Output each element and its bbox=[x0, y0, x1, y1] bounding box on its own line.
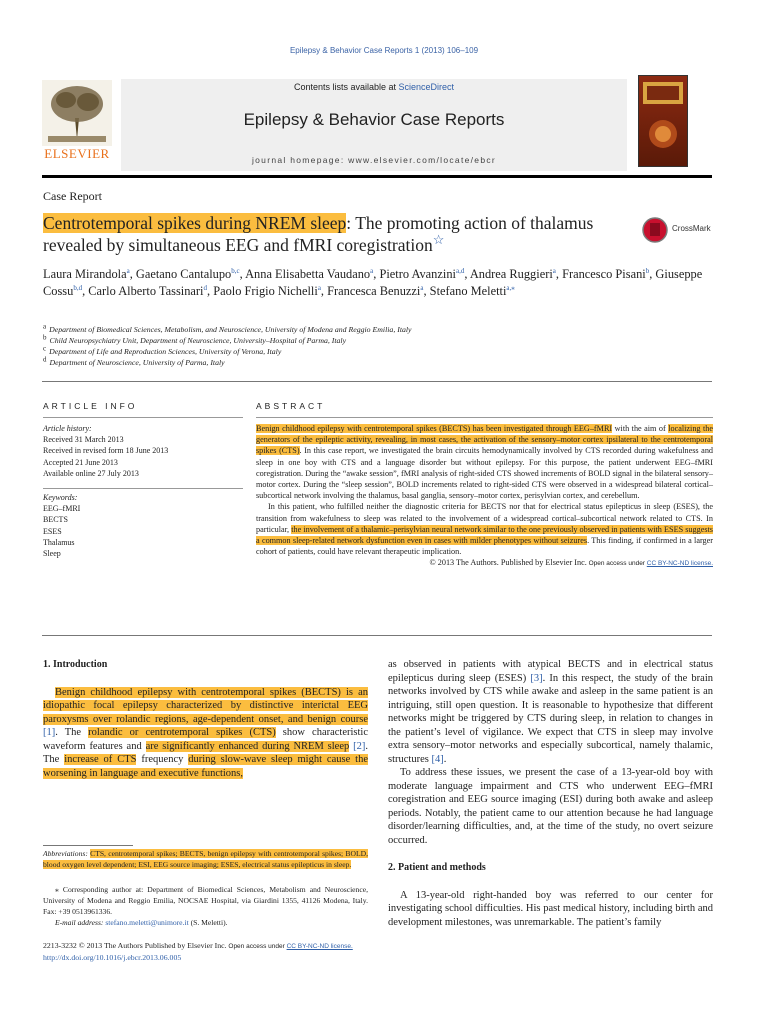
issn-text: 2213-3232 © 2013 The Authors Published by Elsevier Inc. bbox=[43, 941, 227, 950]
author-separator: , bbox=[82, 284, 89, 298]
abstract-heading: ABSTRACT bbox=[256, 401, 326, 411]
separator-rule bbox=[42, 635, 712, 636]
author-affiliation-mark[interactable]: a bbox=[317, 283, 321, 292]
keyword: Thalamus bbox=[43, 537, 75, 547]
author[interactable]: Stefano Meletti bbox=[429, 284, 507, 298]
info-rule bbox=[43, 488, 243, 489]
intro-text: show characteristic waveform features and bbox=[43, 727, 368, 752]
history-item: Received 31 March 2013 bbox=[43, 435, 124, 445]
author[interactable]: Laura Mirandola bbox=[43, 267, 127, 281]
license-link[interactable]: CC BY-NC-ND license. bbox=[646, 560, 713, 568]
publisher-name: ELSEVIER bbox=[44, 146, 110, 161]
abstract-paragraph bbox=[256, 501, 713, 557]
keyword: EEG–fMRI bbox=[43, 504, 81, 514]
page-footer bbox=[43, 940, 503, 963]
keywords bbox=[43, 492, 243, 559]
affiliation bbox=[43, 324, 723, 335]
doi-link[interactable]: http://dx.doi.org/10.1016/j.ebcr.2013.06.005 bbox=[43, 953, 182, 962]
journal-cover-icon bbox=[639, 76, 687, 166]
separator-rule bbox=[42, 381, 712, 382]
body-paragraph bbox=[388, 658, 713, 766]
affiliation-key: d bbox=[43, 355, 47, 364]
abstract-text: . This finding, if confirmed in a larger cohort of patients, could have relevant therapeutic implication. bbox=[256, 536, 713, 557]
affiliation bbox=[43, 346, 723, 357]
intro-highlight: are significantly enhanced during NREM sleep bbox=[145, 740, 350, 752]
body-paragraph: A 13-year-old right-handed boy was referred to our center for investigating school difficulties. His past medical history, including birth and development milestones, was unremarkable. The patient’s family bbox=[388, 889, 713, 928]
author[interactable]: Gaetano Cantalupo bbox=[135, 267, 232, 281]
article-title bbox=[43, 212, 613, 256]
body-text: as observed in patients with atypical BECTS and in electrical status epilepticus during sleep (ESES) bbox=[388, 659, 713, 684]
author[interactable]: Giuseppe Cossu bbox=[43, 267, 703, 298]
abstract-text: with the aim of bbox=[612, 424, 669, 433]
crossmark-badge[interactable] bbox=[642, 216, 714, 244]
author[interactable]: Anna Elisabetta Vaudano bbox=[245, 267, 371, 281]
intro-text: . The bbox=[43, 740, 369, 765]
intro-text: . The bbox=[55, 727, 89, 738]
sciencedirect-link[interactable]: ScienceDirect bbox=[398, 82, 455, 92]
affiliation-text: Department of Life and Reproduction Sciences, University of Verona, Italy bbox=[49, 347, 282, 356]
intro-paragraph bbox=[43, 686, 368, 781]
author-affiliation-mark[interactable]: a bbox=[420, 283, 424, 292]
article-info-heading: ARTICLE INFO bbox=[43, 401, 138, 411]
affiliation-key: c bbox=[43, 344, 47, 353]
journal-cover-thumbnail[interactable] bbox=[638, 75, 688, 167]
abbreviations-footnote bbox=[43, 848, 368, 870]
open-access-text: Open access under bbox=[226, 943, 287, 950]
intro-highlight: increase of CTS bbox=[64, 754, 137, 765]
author-affiliation-mark[interactable]: a,⁎ bbox=[506, 283, 515, 292]
running-head[interactable]: Epilepsy & Behavior Case Reports 1 (2013) 106–109 bbox=[289, 46, 479, 55]
email-link[interactable]: stefano.meletti@unimore.it bbox=[105, 918, 189, 927]
abbreviations-label: Abbreviations: bbox=[43, 849, 91, 858]
author-affiliation-mark[interactable]: a,d bbox=[455, 266, 465, 275]
right-column bbox=[388, 658, 713, 929]
journal-title: Epilepsy & Behavior Case Reports bbox=[243, 110, 505, 129]
author-separator: , bbox=[320, 284, 328, 298]
affiliation-text: Child Neuropsychiatry Unit, Department of Neuroscience, University–Hospital of Parma, Italy bbox=[49, 336, 347, 345]
author-affiliation-mark[interactable]: a bbox=[126, 266, 130, 275]
abstract-highlight: Benign childhood epilepsy with centrotemporal spikes (BECTS) has been investigated through EEG–fMRI bbox=[256, 424, 613, 433]
history-label: Article history: bbox=[43, 424, 92, 433]
history-item: Received in revised form 18 June 2013 bbox=[43, 446, 169, 456]
author-separator: , bbox=[129, 267, 136, 281]
abstract-text: In this patient, who fulfilled neither the diagnostic criteria for BECTS nor that for electrical status epilepticus in sleep (ESES), the transition from wakefulness to sleep was related to the involvement of a widespread cortical–subcortical network related to CTS. In particular, bbox=[256, 502, 713, 534]
keyword: ESES bbox=[43, 526, 62, 536]
author-affiliation-mark[interactable]: b bbox=[645, 266, 650, 275]
contents-prefix: Contents lists available at bbox=[293, 82, 399, 92]
author-separator: , bbox=[649, 267, 656, 281]
intro-text: frequency bbox=[136, 754, 189, 765]
copyright-text: © 2013 The Authors. Published by Elsevier Inc. bbox=[429, 558, 587, 568]
affiliation-text: Department of Neuroscience, University of Parma, Italy bbox=[49, 358, 225, 367]
keyword: Sleep bbox=[43, 549, 61, 559]
keywords-label: Keywords: bbox=[43, 493, 78, 502]
body-paragraph: To address these issues, we present the case of a 13-year-old boy with moderate language impairment and CTS who underwent EEG–fMRI coregistration and EEG source imaging (ESI) during both awake and asleep periods. Notably, the patient came to our attention because he had language disorder/learning difficulties, and, at the time of the study, no overt seizure occurred. bbox=[388, 767, 713, 846]
abstract-paragraph bbox=[256, 423, 713, 501]
title-footnote-star-icon[interactable]: ☆ bbox=[432, 232, 445, 248]
author-separator: , bbox=[206, 284, 214, 298]
author[interactable]: Andrea Ruggieri bbox=[469, 267, 553, 281]
affiliation bbox=[43, 335, 723, 346]
author-affiliation-mark[interactable]: a bbox=[552, 266, 556, 275]
intro-highlight: during slow-wave sleep might cause the worsening in language and executive functions, bbox=[43, 754, 368, 779]
corresponding-author-footnote bbox=[43, 884, 368, 928]
crossmark-icon bbox=[642, 217, 668, 243]
crossmark-label: CrossMark bbox=[672, 224, 711, 233]
left-column bbox=[43, 658, 368, 780]
author-affiliation-mark[interactable]: b,d bbox=[73, 283, 83, 292]
reference-link[interactable]: [1] bbox=[43, 727, 56, 738]
author[interactable]: Paolo Frigio Nichelli bbox=[213, 284, 318, 298]
license-link[interactable]: CC BY-NC-ND license. bbox=[286, 943, 353, 950]
title-highlighted: Centrotemporal spikes during NREM sleep bbox=[43, 213, 347, 233]
article-type: Case Report bbox=[43, 189, 102, 203]
section-heading-introduction: 1. Introduction bbox=[43, 659, 108, 670]
footnote-rule bbox=[43, 845, 133, 846]
affiliation-key: a bbox=[43, 322, 47, 331]
issn-line bbox=[43, 940, 503, 952]
info-rule bbox=[43, 417, 243, 418]
author-affiliation-mark[interactable]: d bbox=[203, 283, 207, 292]
intro-highlight: rolandic or centrotemporal spikes (CTS) bbox=[88, 727, 276, 738]
open-access-text: Open access under bbox=[586, 560, 647, 568]
abstract-copyright bbox=[256, 557, 713, 569]
affiliation bbox=[43, 357, 723, 368]
body-text: . In this respect, the study of the brain networks involved by CTS while awake and asleep in the same patient is an intriguing, still open question. It is reasonable to hypothesize that different networks might be triggered by CTS during sleep, in relation to changes in the patient’s level of vigilance. We expect that CTS in sleep may involve extra sensory–motor networks and especially subcortical, namely thalamic, structures bbox=[388, 672, 713, 765]
abstract-body bbox=[256, 423, 713, 570]
author-list bbox=[43, 266, 723, 300]
affiliation-key: b bbox=[43, 333, 47, 342]
abbreviations-text: CTS, centrotemporal spikes; BECTS, benign epilepsy with centrotemporal spikes; BOLD, blood oxygen level dependent; ESI, EEG source imaging; ESES, electrical status epilepticus in sleep. bbox=[43, 849, 369, 869]
reference-link[interactable]: [3] bbox=[530, 672, 543, 684]
author[interactable]: Francesco Pisani bbox=[562, 267, 646, 281]
reference-link[interactable]: [2] bbox=[353, 740, 366, 752]
abstract-highlight: the involvement of a thalamic–perisylvian neural network similar to the one previously observed in patients with ESES suggests a common sleep-related network dysfunction even in cases with milder phenotypes without seizures bbox=[256, 524, 713, 546]
abstract-rule bbox=[256, 417, 713, 418]
author-separator: , bbox=[464, 267, 470, 281]
email-label: E-mail address: bbox=[55, 918, 106, 927]
section-heading-patient-methods: 2. Patient and methods bbox=[388, 862, 486, 873]
author-affiliation-mark[interactable]: b,c bbox=[231, 266, 240, 275]
keyword: BECTS bbox=[43, 515, 68, 525]
author[interactable]: Pietro Avanzini bbox=[379, 267, 456, 281]
corresponding-author-text: ⁎ Corresponding author at: Department of Biomedical Sciences, Metabolism and Neuroscience, University of Modena and Reggio Emilia, NOCSAE Hospital, via Giardini 1355, 41126 Modena, Italy. Fax: +39 0513961336. bbox=[43, 885, 368, 916]
title-rest: : The promoting action of thalamus revealed by simultaneous EEG and fMRI coregistration bbox=[43, 213, 594, 255]
journal-homepage[interactable]: journal homepage: www.elsevier.com/locate/ebcr bbox=[251, 155, 497, 165]
author-separator: , bbox=[373, 267, 380, 281]
abstract-text: . In this case report, we investigated the brain circuits hemodynamically involved by CTS recorded during wakefulness and sleep in one boy with CTS and a language disorder but without epilepsy. For this purpose, the patient underwent EEG–fMRI coregistration. During the “awake session”, fMRI analysis of right-sided CTS showed increments of BOLD signal in the bilateral sensory–motor cortex. During the “sleep session”, BOLD increments related to right-sided CTS were observed in a widespread bilateral cortical–subcortical network involving the thalamus, basal ganglia, sensory–motor cortex, perisylvian cortex, and cerebellum. bbox=[256, 446, 714, 501]
contents-line bbox=[121, 82, 627, 92]
elsevier-logo[interactable] bbox=[42, 80, 112, 162]
author-separator: , bbox=[239, 267, 246, 281]
email-suffix: (S. Meletti). bbox=[188, 918, 228, 927]
header-rule bbox=[42, 175, 712, 178]
abstract-highlight: localizing the generators of the epileptic activity, revealing, in most cases, the activation of the sensory–motor cortex ipsilateral to the centrotemporal spikes (CTS) bbox=[256, 424, 713, 456]
article-history bbox=[43, 423, 243, 479]
author-separator: , bbox=[423, 284, 430, 298]
author[interactable]: Francesca Benuzzi bbox=[327, 284, 421, 298]
reference-link[interactable]: [4] bbox=[431, 753, 444, 765]
intro-highlight: Benign childhood epilepsy with centrotemporal spikes (BECTS) is an idiopathic focal epilepsy characterized by distinctive interictal EEG paroxysms over rolandic regions, age-dependent onset, and benign course bbox=[43, 686, 368, 725]
affiliation-text: Department of Biomedical Sciences, Metabolism, and Neuroscience, University of Modena and Reggio Emilia, Italy bbox=[49, 325, 412, 334]
history-item: Accepted 21 June 2013 bbox=[43, 457, 118, 467]
history-item: Available online 27 July 2013 bbox=[43, 468, 139, 478]
author-affiliation-mark[interactable]: a bbox=[370, 266, 374, 275]
author-separator: , bbox=[555, 267, 563, 281]
author[interactable]: Carlo Alberto Tassinari bbox=[88, 284, 204, 298]
body-text: . bbox=[443, 753, 447, 765]
affiliations bbox=[43, 324, 723, 368]
email-line bbox=[43, 917, 368, 928]
